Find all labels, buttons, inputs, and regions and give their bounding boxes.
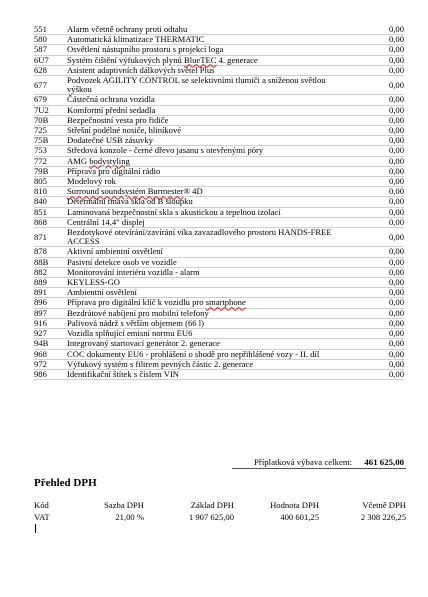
equipment-code: 805 [34,177,65,187]
vat-summary-heading: Přehled DPH [34,477,97,489]
equipment-row [34,35,404,45]
equipment-row [34,197,404,207]
description-part: Systém čištění výfukových plynů [67,54,184,65]
equipment-description: Monitorování interiéru vozidla - alarm [65,267,352,277]
equipment-description: Dodatečné USB zásuvky [65,136,352,146]
equipment-row [34,187,404,197]
equipment-price: 0,00 [352,105,404,115]
equipment-price: 0,00 [352,187,404,197]
equipment-code: 88B [34,257,65,267]
equipment-code: 772 [34,156,65,166]
equipment-price: 0,00 [352,257,404,267]
equipment-price: 0,00 [352,267,404,277]
equipment-row [34,288,404,298]
equipment-description [65,55,352,65]
equipment-row [34,267,404,277]
equipment-price: 0,00 [352,35,404,45]
description-part: bodystyling [89,155,130,166]
equipment-price: 0,00 [352,329,404,339]
equipment-description: Ambientní osvětlení [65,288,352,298]
equipment-code: 896 [34,298,65,308]
equipment-price: 0,00 [352,278,404,288]
equipment-price: 0,00 [352,339,404,349]
vat-header-amount: Hodnota DPH [270,500,319,510]
equipment-price: 0,00 [352,349,404,359]
vat-total: 2 308 226,25 [360,511,406,522]
description-part: smartphone [205,297,246,308]
equipment-description: Komfortní přední sedadla [65,105,352,115]
equipment-total-value: 461 625,00 [364,457,404,467]
equipment-row [34,228,404,247]
equipment-row [34,298,404,308]
vat-data-row [34,512,406,524]
equipment-price: 0,00 [352,318,404,328]
equipment-code: 889 [34,278,65,288]
equipment-description: Střešní podélné nosiče, hliníkové [65,126,352,136]
equipment-code: 810 [34,187,65,197]
equipment-code: 891 [34,288,65,298]
equipment-price: 0,00 [352,228,404,247]
equipment-row [34,45,404,55]
equipment-description: Laminovaná bezpečnostní skla s akustickou a tepelnou izolací [65,207,352,217]
equipment-code: 70B [34,115,65,125]
equipment-price: 0,00 [352,308,404,318]
description-part: Surround soundsystém Burmester [67,186,184,197]
equipment-price: 0,00 [352,115,404,125]
equipment-description: Bezpečnostní vesta pro řidiče [65,115,352,125]
equipment-price: 0,00 [352,166,404,176]
equipment-code: 587 [34,45,65,55]
equipment-description: Vozidla splňující emisní normu EU6 [65,329,352,339]
equipment-row [34,349,404,359]
equipment-description: Středová konzole - černé dřevo jasanu s otevřenými póry [65,146,352,156]
equipment-row [34,369,404,379]
equipment-code: 986 [34,369,65,379]
equipment-price: 0,00 [352,359,404,369]
equipment-code: 679 [34,95,65,105]
equipment-code: 897 [34,308,65,318]
equipment-code: 79B [34,166,65,176]
equipment-code: 7U2 [34,105,65,115]
equipment-row [34,105,404,115]
equipment-row [34,207,404,217]
equipment-row [34,146,404,156]
vat-header-code: Kód [34,500,49,510]
equipment-description: Podvozek AGILITY CONTROL se selektivními tlumiči a sníženou světlou výškou [65,76,352,95]
equipment-table-body [34,25,404,380]
equipment-row [34,115,404,125]
equipment-description: Centrální 14,4" displej [65,217,352,227]
equipment-description: Alarm včetně ochrany proti odtahu [65,25,352,35]
equipment-price: 0,00 [352,298,404,308]
equipment-price: 0,00 [352,369,404,379]
equipment-description: Aktivní ambientní osvětlení [65,247,352,257]
vat-base: 1 907 625,00 [188,511,234,522]
equipment-description: Determální tmavá skla od B sloupku [65,197,352,207]
equipment-code: 968 [34,349,65,359]
equipment-code: 927 [34,329,65,339]
vat-rate: 21,00 % [115,511,144,522]
equipment-row [34,76,404,95]
text-cursor[interactable] [35,524,36,533]
vat-header-base: Základ DPH [190,500,234,510]
equipment-description: Bezdrátové nabíjení pro mobilní telefony [65,308,352,318]
equipment-code: 851 [34,207,65,217]
equipment-description: KEYLESS-GO [65,278,352,288]
equipment-code: 677 [34,76,65,95]
equipment-description: Modelový rok [65,177,352,187]
equipment-description [65,187,352,197]
equipment-row [34,126,404,136]
equipment-price: 0,00 [352,146,404,156]
equipment-price: 0,00 [352,25,404,35]
description-suffix: ® 4D [183,186,203,197]
equipment-code: 551 [34,25,65,35]
equipment-row [34,318,404,328]
equipment-row [34,308,404,318]
equipment-code: 753 [34,146,65,156]
equipment-price: 0,00 [352,247,404,257]
equipment-price: 0,00 [352,207,404,217]
description-part: 4. generace [216,54,258,65]
vat-header-row [34,500,406,512]
equipment-price: 0,00 [352,45,404,55]
equipment-code: 725 [34,126,65,136]
vat-header-total: Včetně DPH [362,500,406,510]
equipment-total-label: Příplatková výbava celkem: [254,457,353,467]
equipment-description [65,156,352,166]
equipment-description [65,298,352,308]
equipment-row [34,166,404,176]
total-underline [232,468,406,469]
equipment-description: Integrovaný startovací generátor 2. generace [65,339,352,349]
description-part: Příprava pro digitální klíč k vozidlu pro [67,297,206,308]
equipment-row [34,95,404,105]
equipment-code: 840 [34,197,65,207]
equipment-row [34,278,404,288]
description-part: AMG [67,155,90,166]
equipment-description: Pasivní detekce osob ve vozidle [65,257,352,267]
equipment-price: 0,00 [352,177,404,187]
equipment-table [34,25,404,380]
equipment-price: 0,00 [352,197,404,207]
equipment-description: Částečná ochrana vozidla [65,95,352,105]
vat-amount: 400 601,25 [280,511,319,522]
equipment-code: 868 [34,217,65,227]
equipment-code: 882 [34,267,65,277]
equipment-price: 0,00 [352,288,404,298]
vat-summary-table [34,500,406,523]
equipment-row [34,177,404,187]
equipment-description: COC dokumenty EU6 - prohlášení o shodě pro nepřihlášené vozy - II. díl [65,349,352,359]
equipment-price: 0,00 [352,126,404,136]
equipment-description: Bezdotykové otevírání/zavírání víka zavazadlového prostoru HANDS-FREE ACCESS [65,228,352,247]
equipment-code: 94B [34,339,65,349]
vat-code: VAT [34,511,50,522]
equipment-row [34,257,404,267]
equipment-row [34,156,404,166]
equipment-row [34,65,404,75]
equipment-code: 972 [34,359,65,369]
equipment-description: Osvětlení nástupního prostoru s projekcí loga [65,45,352,55]
equipment-code: 75B [34,136,65,146]
description-part: BlueTEC [183,54,217,65]
equipment-price: 0,00 [352,55,404,65]
equipment-row [34,339,404,349]
equipment-description: Palivová nádrž s větším objemem (66 l) [65,318,352,328]
equipment-total [254,457,404,467]
vat-header-rate: Sazba DPH [104,500,144,510]
equipment-code: 878 [34,247,65,257]
equipment-code: 580 [34,35,65,45]
equipment-price: 0,00 [352,156,404,166]
equipment-description: Asistent adaptivních dálkových světel Plus [65,65,352,75]
equipment-description: Identifikační štítek s číslem VIN [65,369,352,379]
equipment-price: 0,00 [352,76,404,95]
equipment-description: Výfukový systém s filtrem pevných částic 2. generace [65,359,352,369]
equipment-description: Automatická klimatizace THERMATIC [65,35,352,45]
equipment-row [34,359,404,369]
equipment-row [34,136,404,146]
equipment-price: 0,00 [352,136,404,146]
equipment-row [34,55,404,65]
equipment-price: 0,00 [352,95,404,105]
equipment-row [34,247,404,257]
equipment-code: 916 [34,318,65,328]
equipment-row [34,329,404,339]
equipment-code: 628 [34,65,65,75]
equipment-description: Příprava pro digitální rádio [65,166,352,176]
equipment-price: 0,00 [352,217,404,227]
equipment-code: 871 [34,228,65,247]
equipment-price: 0,00 [352,65,404,75]
equipment-row [34,217,404,227]
equipment-code: 6U7 [34,55,65,65]
